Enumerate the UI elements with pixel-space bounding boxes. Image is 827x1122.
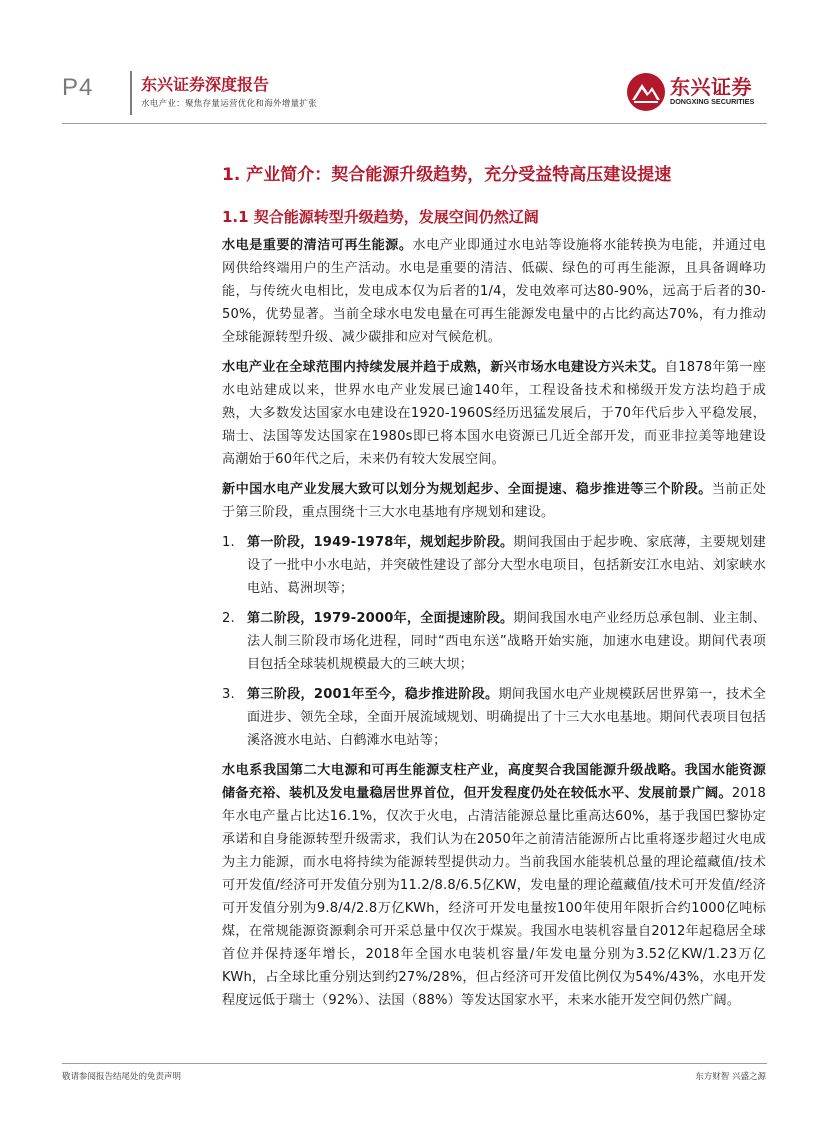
- page-number: P4: [62, 74, 94, 101]
- logo-chinese-name: 东兴证券: [670, 75, 752, 99]
- list-number: 2.: [222, 611, 235, 626]
- footer-rule: [62, 1063, 767, 1064]
- footer-disclaimer: 敬请参阅报告结尾处的免责声明: [62, 1072, 182, 1082]
- paragraph-1: [222, 234, 766, 349]
- list-item-text: 期间我国水电产业规模跃居世界第一，技术全面进步、领先全球，全面开展流域规划、明确提出了十三大水电基地。期间代表项目包括溪洛渡水电站、白鹤滩水电站等；: [247, 687, 767, 748]
- section-heading-1-1: 1.1 契合能源转型升级趋势，发展空间仍然辽阔: [222, 208, 539, 226]
- paragraph-3-lead: 新中国水电产业发展大致可以划分为规划起步、全面提速、稳步推进等三个阶段。: [222, 482, 712, 497]
- paragraph-3: [222, 478, 766, 524]
- list-item-text: 期间我国水电产业经历总承包制、业主制、法人制三阶段市场化进程，同时“西电东送”战略开始实施，加速水电建设。期间代表项目包括全球装机规模最大的三峡大坝；: [247, 611, 766, 672]
- report-subtitle: 水电产业：聚焦存量运营优化和海外增量扩张: [141, 99, 318, 109]
- list-item-lead: 第二阶段，1979-2000年，全面提速阶段。: [247, 611, 514, 626]
- paragraph-4: [222, 759, 766, 1012]
- list-item: [222, 607, 766, 676]
- header-divider: [130, 71, 132, 115]
- report-title: 东兴证券深度报告: [141, 75, 270, 94]
- list-item: [222, 683, 766, 752]
- paragraph-2-text: 自1878年第一座水电站建成以来，世界水电产业发展已逾140年，工程设备技术和梯级开发方法均趋于成熟，大多数发达国家水电建设在1920-1960S经历迅猛发展后，于70年代后步入平稳发展，瑞士、法国等发达国家在1980s即已将本国水电资源已几近全部开发，而亚非拉美等地建设高潮始于60年代之后，未来仍有较大发展空间。: [222, 360, 766, 467]
- list-item-lead: 第三阶段，2001年至今，稳步推进阶段。: [247, 687, 499, 702]
- section-heading-1: 1. 产业简介：契合能源升级趋势，充分受益特高压建设提速: [222, 165, 672, 185]
- footer-slogan: 东方财智 兴盛之源: [695, 1072, 766, 1082]
- header-rule: [62, 123, 767, 124]
- paragraph-1-lead: 水电是重要的清洁可再生能源。: [222, 238, 413, 253]
- logo-mark-icon: [626, 72, 666, 112]
- body-content: [222, 234, 766, 1019]
- list-item-text: 期间我国由于起步晚、家底薄，主要规划建设了一批中小水电站，并突破性建设了部分大型水电项目，包括新安江水电站、刘家峡水电站、葛洲坝等；: [247, 535, 766, 596]
- company-logo: [626, 66, 766, 116]
- paragraph-1-text: 水电产业即通过水电站等设施将水能转换为电能，并通过电网供给终端用户的生产活动。水电是重要的清洁、低碳、绿色的可再生能源，且具备调峰功能，与传统火电相比，发电成本仅为后者的1/4，发电效率可达80-90%，远高于后者的30-50%，优势显著。当前全球水电发电量在可再生能源发电量中的占比约高达70%，有力推动全球能源转型升级、减少碳排和应对气候危机。: [222, 238, 766, 345]
- logo-english-name: DONGXING SECURITIES: [670, 97, 755, 106]
- list-number: 1.: [222, 535, 235, 550]
- paragraph-4-lead: 水电系我国第二大电源和可再生能源支柱产业，高度契合我国能源升级战略。我国水能资源储备充裕、装机及发电量稳居世界首位，但开发程度仍处在较低水平、发展前景广阔。: [222, 763, 766, 801]
- paragraph-2-lead: 水电产业在全球范围内持续发展并趋于成熟，新兴市场水电建设方兴未艾。: [222, 360, 665, 375]
- list-item-lead: 第一阶段，1949-1978年，规划起步阶段。: [247, 535, 514, 550]
- paragraph-4-text: 2018年水电产量占比达16.1%，仅次于火电，占清洁能源总量比重高达60%，基于我国巴黎协定承诺和自身能源转型升级需求，我们认为在2050年之前清洁能源所占比重将逐步超过火电成为主力能源，而水电将持续为能源转型提供动力。当前我国水能装机总量的理论蕴藏值/技术可开发值/经济可开发值分别为11.2/8.8/6.5亿KW，发电量的理论蕴藏值/技术可开发值/经济可开发值分别为9.8/4/2.8万亿KWh，经济可开发电量按100年使用年限折合约1000亿吨标煤，在常规能源资源剩余可开采总量中仅次于煤炭。我国水电装机容量自2012年起稳居全球首位并保持逐年增长，2018年全国水电装机容量/年发电量分别为3.52亿KW/1.23万亿KWh，占全球比重分别达到约27%/28%，但占经济可开发值比例仅为54%/43%，水电开发程度远低于瑞士（92%）、法国（88%）等发达国家水平，未来水能开发空间仍然广阔。: [222, 786, 766, 1008]
- paragraph-2: [222, 356, 766, 471]
- list-item: [222, 531, 766, 600]
- list-number: 3.: [222, 687, 235, 702]
- paragraph-3-text: 当前正处于第三阶段，重点围绕十三大水电基地有序规划和建设。: [222, 482, 766, 520]
